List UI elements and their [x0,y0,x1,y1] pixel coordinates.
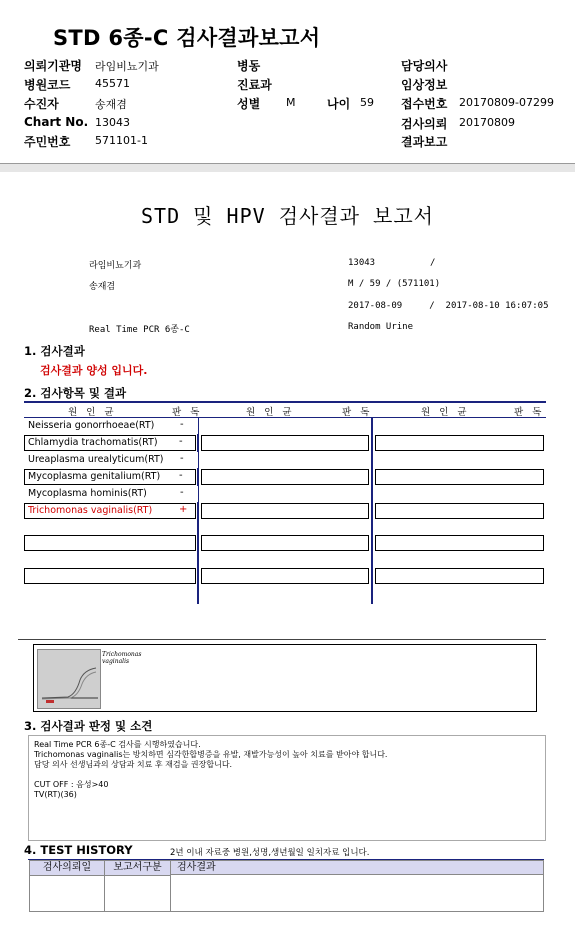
col-verdict-1: 판 독 [172,407,203,418]
section-divider [18,639,546,640]
header-value-resident-no: 571101-1 [95,134,148,147]
info-dates: 2017-08-09 / 2017-08-10 16:07:05 [348,301,549,311]
history-divider-2 [170,875,171,911]
header-label-receipt-no: 접수번호 [401,97,448,111]
result-row-1 [24,418,198,434]
header-value-age: 59 [360,96,374,109]
result-col2-row-2 [201,469,369,485]
header-label-request-date: 검사의뢰 [401,117,448,131]
column-divider-1 [197,418,199,604]
opinion-line: Trichomonas vaginalis는 방치하면 심각한합병증을 유발, 재발가능성이 높아 치료를 받아야 합니다. [34,750,388,759]
section1-result: 검사결과 양성 입니다. [40,364,148,377]
result-row-1-name: Neisseria gonorrhoeae(RT) [28,420,155,431]
result-row-5-name: Mycoplasma hominis(RT) [28,488,147,499]
header-label-hospital-code: 병원코드 [24,78,71,92]
result-row-6-verdict: + [179,504,188,515]
col-pathogen-2: 원 인 균 [246,407,295,418]
col-pathogen-1: 원 인 균 [68,407,117,418]
info-sex-age: M / 59 / (571101) [348,279,441,289]
opinion-line: Real Time PCR 6종-C 검사를 시행하였습니다. [34,740,201,749]
result-col3-row-2 [375,469,544,485]
result-row-2-verdict: - [179,436,183,447]
result-row-5-verdict: - [180,487,184,498]
result-row-2-name: Chlamydia trachomatis(RT) [28,437,158,448]
opinion-line: CUT OFF : 음성>40 [34,780,109,789]
header-label-ward: 병동 [237,59,261,73]
info-test-name: Real Time PCR 6종-C [89,325,190,335]
column-divider-2 [371,418,373,604]
col-verdict-2: 판 독 [342,407,373,418]
result-row-empty-2 [24,568,196,584]
history-divider-1 [104,875,105,911]
opinion-text [34,740,387,800]
section1-heading: 1. 검사결과 [24,344,85,358]
graph-legend: Trichomonas vaginalis [102,651,142,665]
header-label-patient: 수진자 [24,97,59,111]
section2-heading: 2. 검사항목 및 결과 [24,386,127,400]
result-row-1-verdict: - [180,419,184,430]
info-chart-separator: / [430,258,436,268]
section3-heading: 3. 검사결과 판정 및 소견 [24,719,153,733]
header-label-institution: 의뢰기관명 [24,59,82,73]
header-label-department: 진료과 [237,78,272,92]
header-label-sex: 성별 [237,97,261,111]
info-chart: 13043 [348,258,376,268]
results-table-header [24,401,546,418]
history-col-report-type: 보고서구분 [105,861,171,876]
amplification-plot [37,649,101,709]
result-row-6 [24,503,196,519]
header-value-patient: 송재겸 [95,98,127,111]
header-value-hospital-code: 45571 [95,77,130,90]
result-row-empty-1 [24,535,196,551]
report-header [0,0,575,164]
header-label-clinical-info: 임상정보 [401,78,448,92]
opinion-line: 담당 의사 선생님과의 상담과 치료 후 재검을 권장합니다. [34,760,233,769]
header-title: STD 6종-C 검사결과보고서 [53,26,321,50]
header-value-institution: 라임비뇨기과 [95,60,159,73]
opinion-line: TV(RT)(36) [34,790,77,799]
opinion-box [28,735,546,841]
history-col-result: 검사결과 [171,861,543,875]
result-col3-row-4 [375,535,544,551]
info-patient: 송재겸 [89,282,116,292]
report-title: STD 및 HPV 검사결과 보고서 [141,204,434,228]
header-label-chart-no: Chart No. [24,115,89,129]
col-verdict-3: 판 독 [514,407,545,418]
history-table [29,860,544,912]
info-clinic: 라임비뇨기과 [89,261,142,271]
result-row-3-verdict: - [180,453,184,464]
amplification-graph-box [33,644,537,712]
result-col2-row-4 [201,535,369,551]
header-label-resident-no: 주민번호 [24,135,71,149]
header-label-result-report: 결과보고 [401,135,448,149]
result-row-6-name: Trichomonas vaginalis(RT) [28,505,153,516]
header-value-receipt-no: 20170809-07299 [459,96,554,109]
result-row-3-name: Ureaplasma urealyticum(RT) [28,454,164,465]
opinion-line [34,770,387,780]
info-specimen: Random Urine [348,322,414,332]
result-row-4-verdict: - [179,470,183,481]
section4-heading: 4. TEST HISTORY [24,843,133,857]
result-col2-row-5 [201,568,369,584]
result-row-4-name: Mycoplasma genitalium(RT) [28,471,161,482]
col-pathogen-3: 원 인 균 [421,407,470,418]
result-col3-row-3 [375,503,544,519]
history-col-request-date: 검사의뢰일 [30,861,105,876]
header-label-doctor: 담당의사 [401,59,448,73]
result-col2-row-3 [201,503,369,519]
result-row-2 [24,435,196,451]
result-row-5 [24,486,198,502]
amplification-curve [38,650,100,708]
header-value-chart-no: 13043 [95,116,130,129]
header-value-sex: M [286,96,296,109]
result-col3-row-5 [375,568,544,584]
header-value-request-date: 20170809 [459,116,515,129]
result-col2-row-1 [201,435,369,451]
history-note: 2년 이내 자료중 병원,성명,생년월일 일치자료 입니다. [170,848,370,858]
header-label-age: 나이 [327,97,351,111]
result-row-4 [24,469,196,485]
result-col3-row-1 [375,435,544,451]
report-page [0,172,575,944]
result-row-3 [24,452,198,468]
